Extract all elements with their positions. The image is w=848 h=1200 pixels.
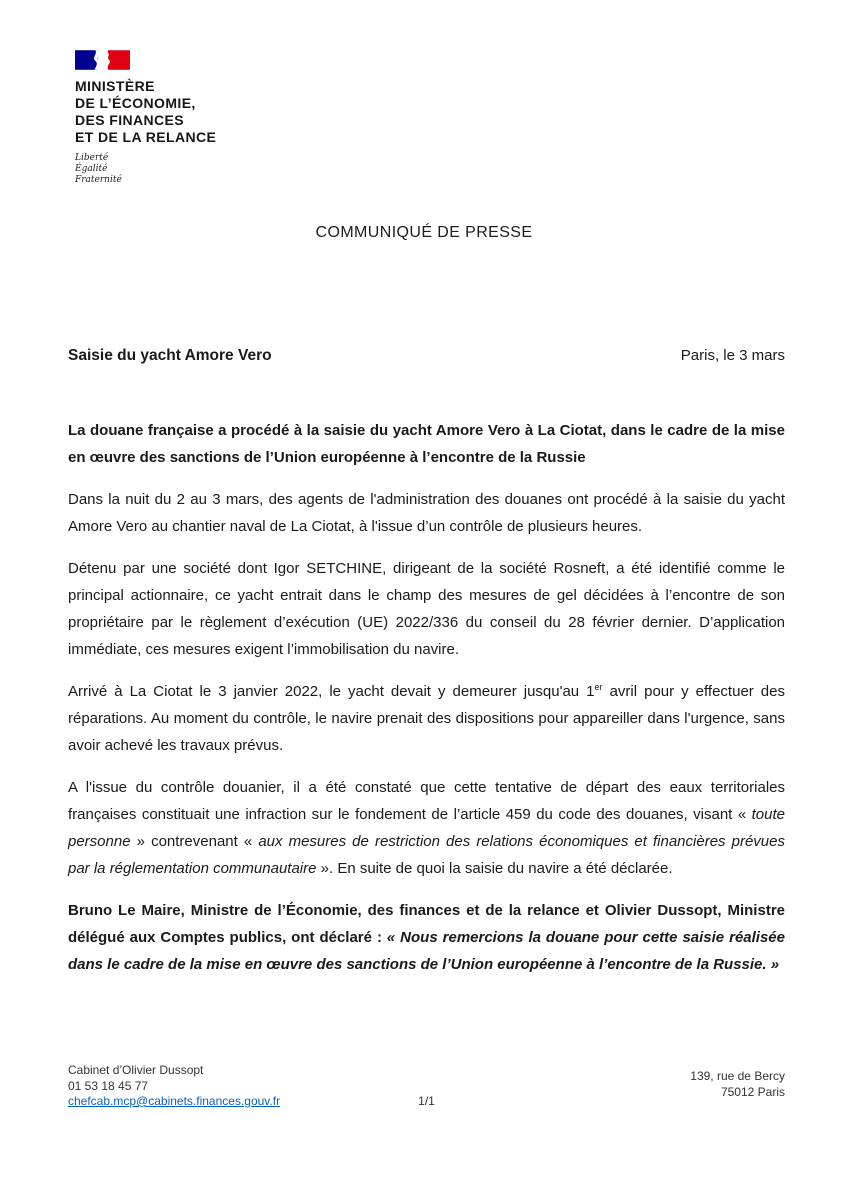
ministry-name-line: MINISTÈRE bbox=[75, 78, 155, 94]
quoted-legal-term: aux mesures de restriction des relations économiques et financières prévues par la réglementation communautaire bbox=[68, 833, 785, 877]
motto-line: Liberté bbox=[75, 153, 109, 163]
subject-row bbox=[68, 346, 785, 366]
motto-line: Fraternité bbox=[75, 175, 122, 185]
address-block bbox=[690, 1069, 785, 1100]
paragraph-5 bbox=[68, 897, 785, 978]
paragraph-3-text: avril pour y effectuer des réparations. Au moment du contrôle, le navire prenait des dispositions pour appareiller dans l'urgence, sans avoir achevé les travaux prévus. bbox=[68, 683, 785, 754]
document-type-title: COMMUNIQUÉ DE PRESSE bbox=[315, 224, 533, 241]
french-flag-icon bbox=[75, 50, 130, 70]
paragraph-4-text: ». En suite de quoi la saisie du navire a été déclarée. bbox=[316, 860, 673, 877]
dateline: Paris, le 3 mars bbox=[680, 347, 785, 364]
paragraph-2: Détenu par une société dont Igor SETCHINE, dirigeant de la société Rosneft, a été identifié comme le principal actionnaire, ce yacht entrait dans le champ des mesures de gel décidées à l’encontre de son propriétaire par le règlement d’exécution (UE) 2022/336 du conseil du 28 février dernier. D’application immédiate, ces mesures exigent l’immobilisation du navire. bbox=[68, 560, 785, 658]
document-body bbox=[68, 346, 785, 993]
ministry-name bbox=[75, 78, 216, 146]
ordinal-superscript: er bbox=[594, 682, 603, 692]
contact-email-link[interactable]: chefcab.mcp@cabinets.finances.gouv.fr bbox=[68, 1094, 281, 1108]
address-line: 139, rue de Bercy bbox=[690, 1069, 785, 1083]
contact-phone: 01 53 18 45 77 bbox=[68, 1078, 149, 1093]
subject-title: Saisie du yacht Amore Vero bbox=[68, 347, 272, 364]
address-line: 75012 Paris bbox=[720, 1084, 785, 1099]
paragraph-4-text: » contrevenant « bbox=[130, 833, 259, 850]
motto-line: Égalité bbox=[75, 164, 108, 174]
ministry-logo bbox=[75, 50, 216, 186]
republic-motto bbox=[75, 153, 216, 186]
paragraph-3 bbox=[68, 678, 785, 759]
paragraph-4 bbox=[68, 774, 785, 882]
paragraph-4-text: A l'issue du contrôle douanier, il a été constaté que cette tentative de départ des eaux territoriales françaises constituait une infraction sur le fondement de l’article 459 du code des douanes, visant « bbox=[68, 779, 785, 823]
ministry-name-line: DES FINANCES bbox=[75, 112, 185, 128]
ministry-name-line: ET DE LA RELANCE bbox=[75, 129, 217, 145]
paragraph-1: Dans la nuit du 2 au 3 mars, des agents de l'administration des douanes ont procédé à la saisie du yacht Amore Vero au chantier naval de La Ciotat, à l'issue d’un contrôle de plusieurs heures. bbox=[68, 491, 785, 535]
page-number: 1/1 bbox=[418, 1094, 435, 1108]
ministers-statement-intro: Bruno Le Maire, Ministre de l’Économie, des finances et de la relance et Olivier Dussopt, Ministre délégué aux Comptes publics, ont déclaré : bbox=[68, 902, 785, 946]
ministers-quote: « Nous remercions la douane pour cette saisie réalisée dans le cadre de la mise en œuvre des sanctions de l’Union européenne à l’encontre de la Russie. » bbox=[68, 929, 785, 973]
contact-name: Cabinet d’Olivier Dussopt bbox=[68, 1063, 204, 1077]
quoted-legal-term: toute personne bbox=[68, 806, 785, 850]
paragraph-3-text: Arrivé à La Ciotat le 3 janvier 2022, le yacht devait y demeurer jusqu'au 1 bbox=[68, 683, 595, 700]
lead-paragraph: La douane française a procédé à la saisie du yacht Amore Vero à La Ciotat, dans le cadre de la mise en œuvre des sanctions de l’Union européenne à l’encontre de la Russie bbox=[68, 422, 785, 466]
ministry-name-line: DE L’ÉCONOMIE, bbox=[75, 95, 196, 111]
